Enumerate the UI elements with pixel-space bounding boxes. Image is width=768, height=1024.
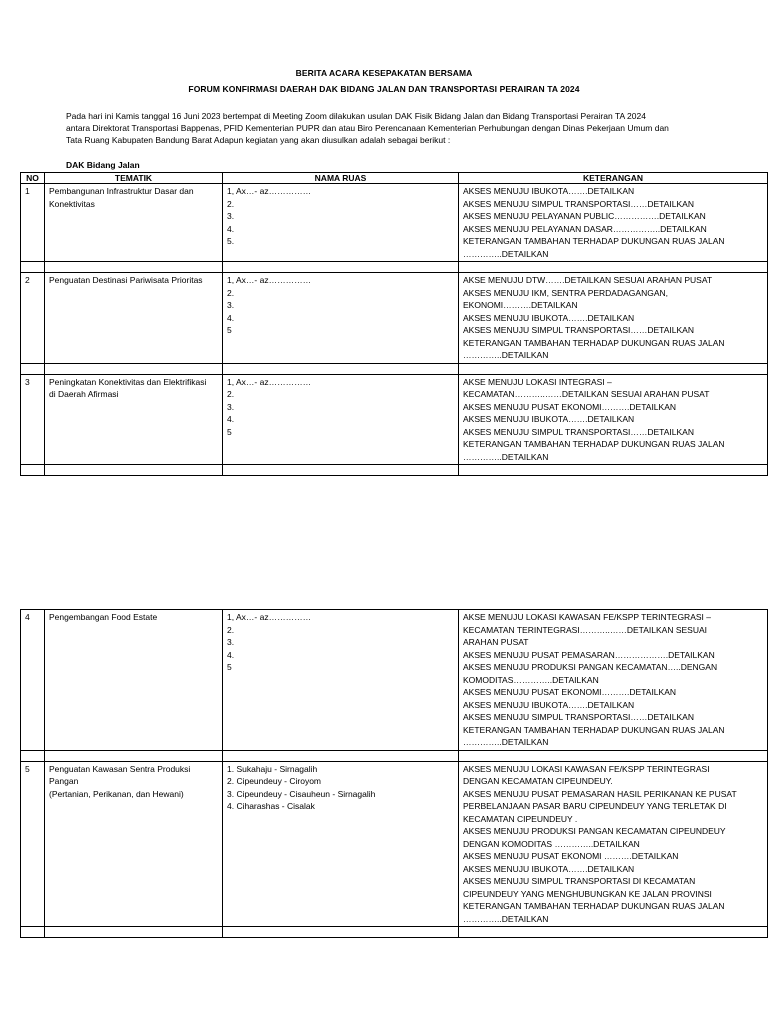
spacer-cell	[223, 363, 459, 374]
document-subtitle: FORUM KONFIRMASI DAERAH DAK BIDANG JALAN DAN TRANSPORTASI PERAIRAN TA 2024	[188, 84, 580, 94]
cell-line: AKSE MENUJU LOKASI KAWASAN FE/KSPP TERINTEGRASI –	[463, 612, 711, 622]
cell-line: Konektivitas	[49, 198, 95, 209]
table-row	[21, 374, 768, 465]
spacer-row	[21, 465, 768, 476]
tematik-cell	[45, 761, 223, 927]
cell-line: AKSES MENUJU SIMPUL TRANSPORTASI……DETAILKAN	[463, 426, 694, 437]
cell-line: AKSES MENUJU LOKASI KAWASAN FE/KSPP TERINTEGRASI	[463, 763, 710, 774]
spacer-cell	[223, 750, 459, 761]
cell-line: AKSES MENUJU SIMPUL TRANSPORTASI DI KECAMATAN	[463, 876, 696, 886]
spacer-cell	[21, 927, 45, 938]
cell-line: EKONOMI……….DETAILKAN	[463, 300, 578, 310]
cell-line: AKSES MENUJU PELAYANAN DASAR……………..DETAILKAN	[463, 223, 707, 234]
spacer-cell	[45, 927, 223, 938]
cell-line: AKSE MENUJU DTW…….DETAILKAN SESUAI ARAHAN PUSAT	[463, 275, 713, 285]
header-nama-ruas: NAMA RUAS	[223, 173, 459, 184]
cell-line: 5	[227, 662, 232, 672]
cell-line: Penguatan Kawasan Sentra Produksi	[49, 763, 191, 774]
cell-line: 4.	[227, 414, 235, 424]
spacer-row	[21, 262, 768, 273]
nama-ruas-cell	[223, 273, 459, 364]
tematik-cell	[45, 610, 223, 751]
cell-line: Pengembangan Food Estate	[49, 612, 158, 622]
nama-ruas-cell	[223, 761, 459, 927]
intro-line: antara Direktorat Transportasi Bappenas, PFID Kementerian PUPR dan atau Biro Perencanaan Kementerian Perhubungan dengan Dinas Pekerjaan Umum dan	[66, 123, 669, 133]
nama-ruas-cell	[223, 184, 459, 262]
spacer-cell	[459, 927, 768, 938]
cell-line: AKSES MENUJU PUSAT EKONOMI ……….DETAILKAN	[463, 851, 679, 861]
dak-table-part-2	[20, 609, 768, 938]
cell-line: 5.	[227, 236, 235, 246]
cell-line: Penguatan Destinasi Pariwisata Prioritas	[49, 275, 203, 285]
cell-line: AKSES MENUJU SIMPUL TRANSPORTASI……DETAILKAN	[463, 325, 694, 335]
cell-line: 4.	[227, 649, 235, 660]
cell-line: 1, Ax…- az……………	[227, 612, 312, 622]
cell-line: KETERANGAN TAMBAHAN TERHADAP DUKUNGAN RUAS JALAN	[463, 337, 725, 348]
row-number: 3	[21, 374, 45, 465]
cell-line: AKSES MENUJU SIMPUL TRANSPORTASI……DETAILKAN	[463, 712, 694, 722]
cell-line: PERBELANJAAN PASAR BARU CIPEUNDEUY YANG TERLETAK DI	[463, 801, 727, 811]
nama-ruas-cell	[223, 374, 459, 465]
cell-line: 3.	[227, 401, 235, 412]
cell-line: 4.	[227, 312, 235, 323]
cell-line: AKSES MENUJU PUSAT EKONOMI……….DETAILKAN	[463, 401, 677, 412]
spacer-cell	[223, 262, 459, 273]
cell-line: 5	[227, 426, 232, 437]
cell-line: Pembangunan Infrastruktur Dasar dan	[49, 186, 194, 196]
cell-line: KECAMATAN TERINTEGRASI………..……DETAILKAN SESUAI	[463, 624, 708, 635]
cell-line: KETERANGAN TAMBAHAN TERHADAP DUKUNGAN RUAS JALAN	[463, 236, 725, 246]
cell-line: CIPEUNDEUY YANG MENGHUBUNGKAN KE JALAN PROVINSI	[463, 888, 712, 899]
cell-line: AKSES MENUJU IBUKOTA…….DETAILKAN	[463, 186, 635, 196]
cell-line: KETERANGAN TAMBAHAN TERHADAP DUKUNGAN RUAS JALAN	[463, 901, 725, 911]
spacer-row	[21, 750, 768, 761]
spacer-cell	[45, 363, 223, 374]
cell-line: AKSES MENUJU PRODUKSI PANGAN KECAMATAN…..DENGAN	[463, 662, 718, 672]
keterangan-cell	[459, 610, 768, 751]
tematik-cell	[45, 374, 223, 465]
row-number: 5	[21, 761, 45, 927]
intro-line: Tata Ruang Kabupaten Bandung Barat Adapun kegiatan yang akan diusulkan adalah sebagai berikut :	[66, 135, 451, 145]
cell-line: 1, Ax…- az……………	[227, 186, 312, 196]
table-row	[21, 610, 768, 751]
cell-line: 4. Ciharashas - Cisalak	[227, 801, 315, 811]
intro-paragraph	[66, 110, 696, 146]
spacer-cell	[21, 465, 45, 476]
cell-line: 1, Ax…- az……………	[227, 275, 312, 285]
cell-line: AKSES MENUJU PUSAT PEMASARAN……………….DETAILKAN	[463, 649, 715, 660]
keterangan-cell	[459, 374, 768, 465]
cell-line: 2.	[227, 198, 235, 209]
cell-line: Peningkatan Konektivitas dan Elektrifikasi	[49, 376, 207, 387]
spacer-cell	[459, 363, 768, 374]
cell-line: AKSES MENUJU PUSAT EKONOMI……….DETAILKAN	[463, 687, 677, 697]
cell-line: 3. Cipeundeuy - Cisauheun - Sirnagalih	[227, 788, 376, 799]
tematik-cell	[45, 273, 223, 364]
spacer-cell	[21, 363, 45, 374]
cell-line: 3.	[227, 300, 235, 310]
spacer-cell	[459, 465, 768, 476]
cell-line: KECAMATAN CIPEUNDEUY .	[463, 813, 578, 824]
spacer-cell	[459, 750, 768, 761]
header-tematik: TEMATIK	[45, 173, 223, 184]
header-no: NO	[21, 173, 45, 184]
cell-line: 2. Cipeundeuy - Ciroyom	[227, 776, 322, 786]
row-number: 2	[21, 273, 45, 364]
cell-line: Pangan	[49, 776, 79, 786]
spacer-cell	[223, 927, 459, 938]
table-row	[21, 184, 768, 262]
cell-line: …………..DETAILKAN	[463, 737, 549, 747]
table-header-row	[21, 173, 768, 184]
cell-line: …………..DETAILKAN	[463, 248, 549, 259]
spacer-cell	[45, 262, 223, 273]
cell-line: 1. Sukahaju - Sirnagalih	[227, 763, 318, 774]
document-title: BERITA ACARA KESEPAKATAN BERSAMA	[295, 68, 473, 78]
cell-line: …………..DETAILKAN	[463, 913, 549, 924]
spacer-cell	[45, 465, 223, 476]
section-label: DAK Bidang Jalan	[66, 160, 140, 170]
spacer-row	[21, 927, 768, 938]
cell-line: di Daerah Afirmasi	[49, 389, 119, 399]
table-row	[21, 273, 768, 364]
intro-line: Pada hari ini Kamis tanggal 16 Juni 2023 bertempat di Meeting Zoom dilakukan usulan DAK Fisik Bidang Jalan dan Bidang Transportasi Perairan TA 2024	[66, 111, 646, 121]
spacer-row	[21, 363, 768, 374]
cell-line: ARAHAN PUSAT	[463, 637, 529, 647]
cell-line: KECAMATAN………..……DETAILKAN SESUAI ARAHAN PUSAT	[463, 389, 710, 399]
cell-line: 1, Ax…- az……………	[227, 376, 312, 387]
spacer-cell	[21, 750, 45, 761]
cell-line: 5	[227, 325, 232, 335]
nama-ruas-cell	[223, 610, 459, 751]
cell-line: DENGAN KECAMATAN CIPEUNDEUY.	[463, 776, 613, 786]
cell-line: KETERANGAN TAMBAHAN TERHADAP DUKUNGAN RUAS JALAN	[463, 439, 725, 449]
table-row	[21, 761, 768, 927]
cell-line: KETERANGAN TAMBAHAN TERHADAP DUKUNGAN RUAS JALAN	[463, 724, 725, 735]
cell-line: 4.	[227, 223, 235, 234]
row-number: 4	[21, 610, 45, 751]
cell-line: AKSES MENUJU IBUKOTA…….DETAILKAN	[463, 414, 635, 424]
cell-line: AKSES MENUJU PELAYANAN PUBLIC…………….DETAILKAN	[463, 211, 706, 221]
spacer-cell	[459, 262, 768, 273]
keterangan-cell	[459, 184, 768, 262]
cell-line: 2.	[227, 389, 235, 399]
keterangan-cell	[459, 761, 768, 927]
cell-line: (Pertanian, Perikanan, dan Hewani)	[49, 788, 184, 799]
cell-line: 2.	[227, 287, 235, 298]
cell-line: AKSES MENUJU IBUKOTA…….DETAILKAN	[463, 699, 635, 710]
spacer-cell	[223, 465, 459, 476]
cell-line: 3.	[227, 637, 235, 647]
cell-line: AKSES MENUJU IKM, SENTRA PERDADAGANGAN,	[463, 287, 668, 298]
cell-line: AKSES MENUJU SIMPUL TRANSPORTASI……DETAILKAN	[463, 198, 694, 209]
keterangan-cell	[459, 273, 768, 364]
cell-line: …………..DETAILKAN	[463, 451, 549, 462]
cell-line: 3.	[227, 211, 235, 221]
cell-line: KOMODITAS…………..DETAILKAN	[463, 674, 599, 685]
cell-line: DENGAN KOMODITAS …………..DETAILKAN	[463, 838, 640, 849]
cell-line: 2.	[227, 624, 235, 635]
dak-table-part-1	[20, 172, 768, 476]
header-keterangan: KETERANGAN	[459, 173, 768, 184]
spacer-cell	[45, 750, 223, 761]
cell-line: AKSES MENUJU IBUKOTA…….DETAILKAN	[463, 312, 635, 323]
cell-line: AKSES MENUJU PUSAT PEMASARAN HASIL PERIKANAN KE PUSAT	[463, 788, 737, 799]
cell-line: AKSES MENUJU IBUKOTA…….DETAILKAN	[463, 863, 635, 874]
cell-line: AKSES MENUJU PRODUKSI PANGAN KECAMATAN CIPEUNDEUY	[463, 826, 726, 836]
tematik-cell	[45, 184, 223, 262]
cell-line: …………..DETAILKAN	[463, 350, 549, 360]
row-number: 1	[21, 184, 45, 262]
cell-line: AKSE MENUJU LOKASI INTEGRASI –	[463, 376, 612, 387]
spacer-cell	[21, 262, 45, 273]
